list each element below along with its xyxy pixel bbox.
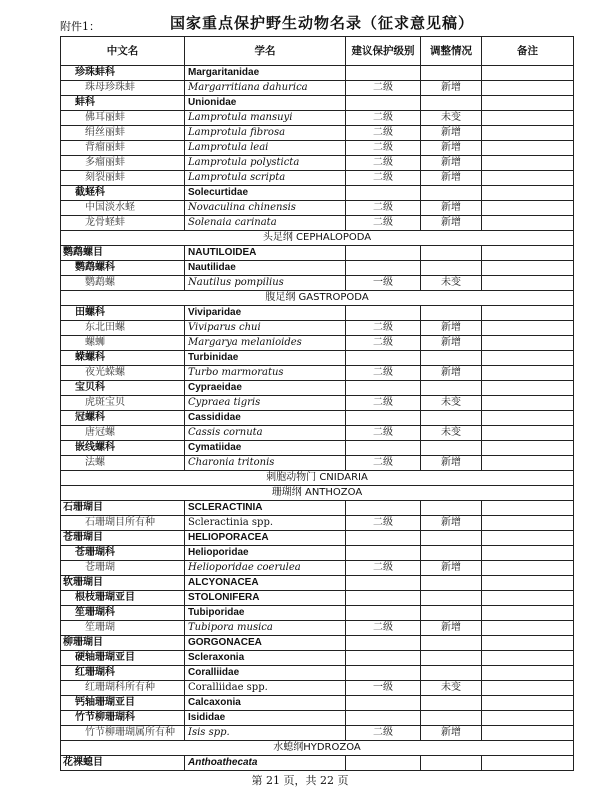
cell-notes [482,351,574,366]
cell-adjustment: 新增 [421,726,482,741]
cell-scientific-name: Coralliidae spp. [185,681,346,696]
cell-protection-level [346,591,421,606]
cell-scientific-name: Scleraxonia [185,651,346,666]
cell-scientific-name: HELIOPORACEA [185,531,346,546]
attachment-label: 附件1： [60,20,100,33]
cell-adjustment: 新增 [421,456,482,471]
cell-notes [482,501,574,516]
family-row [61,441,574,456]
cell-scientific-name: Lamprotula fibrosa [185,126,346,141]
cell-protection-level [346,381,421,396]
cell-protection-level [346,666,421,681]
cell-adjustment: 新增 [421,126,482,141]
cell-chinese-name: 绢丝丽蚌 [61,126,185,141]
cell-scientific-name: Margaritanidae [185,66,346,81]
cell-protection-level: 二级 [346,336,421,351]
cell-adjustment [421,696,482,711]
section-header-row [61,231,574,246]
cell-notes [482,216,574,231]
cell-adjustment [421,636,482,651]
cell-notes [482,246,574,261]
cell-adjustment: 新增 [421,366,482,381]
cell-chinese-name: 截蛏科 [61,186,185,201]
cell-notes [482,111,574,126]
species-row [61,516,574,531]
cell-protection-level [346,246,421,261]
family-row [61,591,574,606]
cell-protection-level: 二级 [346,726,421,741]
cell-protection-level: 二级 [346,216,421,231]
table-header-row [61,37,574,66]
cell-protection-level: 二级 [346,621,421,636]
cell-adjustment: 新增 [421,201,482,216]
cell-chinese-name: 花裸螅目 [61,756,185,771]
cell-protection-level [346,96,421,111]
cell-chinese-name: 笙珊瑚 [61,621,185,636]
cell-scientific-name: ALCYONACEA [185,576,346,591]
cell-scientific-name: Lamprotula mansuyi [185,111,346,126]
cell-notes [482,396,574,411]
cell-protection-level [346,636,421,651]
species-row [61,396,574,411]
cell-adjustment [421,711,482,726]
species-row [61,141,574,156]
species-row [61,201,574,216]
section-title: 腹足纲 GASTROPODA [61,291,574,306]
family-row [61,711,574,726]
cell-notes [482,636,574,651]
cell-adjustment: 新增 [421,321,482,336]
cell-protection-level [346,711,421,726]
section-header-row [61,486,574,501]
cell-adjustment: 新增 [421,336,482,351]
section-title: 珊瑚纲 ANTHOZOA [61,486,574,501]
cell-chinese-name: 冠螺科 [61,411,185,426]
cell-protection-level [346,546,421,561]
cell-chinese-name: 宝贝科 [61,381,185,396]
cell-notes [482,441,574,456]
cell-scientific-name: Tubipora musica [185,621,346,636]
family-row [61,261,574,276]
cell-notes [482,381,574,396]
cell-adjustment [421,546,482,561]
cell-protection-level: 一级 [346,681,421,696]
species-table [60,36,574,771]
cell-chinese-name: 刻裂丽蚌 [61,171,185,186]
cell-adjustment: 新增 [421,561,482,576]
cell-notes [482,456,574,471]
cell-notes [482,261,574,276]
cell-adjustment: 新增 [421,156,482,171]
cell-chinese-name: 夜光蝾螺 [61,366,185,381]
col-header-adjustment: 调整情况 [421,37,482,66]
cell-protection-level: 二级 [346,396,421,411]
cell-protection-level: 二级 [346,366,421,381]
cell-protection-level: 二级 [346,126,421,141]
cell-adjustment: 未变 [421,276,482,291]
cell-protection-level: 二级 [346,81,421,96]
species-row [61,366,574,381]
cell-scientific-name: Unionidae [185,96,346,111]
cell-adjustment: 新增 [421,516,482,531]
cell-notes [482,96,574,111]
cell-protection-level [346,651,421,666]
cell-scientific-name: Novaculina chinensis [185,201,346,216]
cell-scientific-name: Solenaia carinata [185,216,346,231]
cell-protection-level: 二级 [346,141,421,156]
cell-chinese-name: 珍珠蚌科 [61,66,185,81]
cell-scientific-name: Turbo marmoratus [185,366,346,381]
cell-chinese-name: 多瘤丽蚌 [61,156,185,171]
cell-chinese-name: 虎斑宝贝 [61,396,185,411]
cell-adjustment [421,591,482,606]
cell-notes [482,186,574,201]
cell-scientific-name: Viviparus chui [185,321,346,336]
family-row [61,186,574,201]
cell-protection-level: 二级 [346,111,421,126]
cell-adjustment [421,411,482,426]
cell-scientific-name: Cymatiidae [185,441,346,456]
cell-protection-level [346,351,421,366]
order-row [61,531,574,546]
cell-chinese-name: 法螺 [61,456,185,471]
cell-notes [482,66,574,81]
cell-protection-level [346,186,421,201]
col-header-protection-level: 建议保护级别 [346,37,421,66]
cell-notes [482,561,574,576]
cell-chinese-name: 红珊瑚科所有种 [61,681,185,696]
cell-adjustment [421,651,482,666]
cell-scientific-name: Viviparidae [185,306,346,321]
cell-chinese-name: 鹦鹉螺科 [61,261,185,276]
cell-protection-level: 二级 [346,516,421,531]
cell-adjustment [421,186,482,201]
cell-chinese-name: 珠母珍珠蚌 [61,81,185,96]
cell-protection-level [346,441,421,456]
species-row [61,336,574,351]
cell-notes [482,756,574,771]
cell-adjustment [421,501,482,516]
cell-scientific-name: Tubiporidae [185,606,346,621]
cell-scientific-name: GORGONACEA [185,636,346,651]
cell-adjustment [421,381,482,396]
cell-notes [482,606,574,621]
cell-notes [482,81,574,96]
species-row [61,561,574,576]
col-header-scientific-name: 学名 [185,37,346,66]
cell-scientific-name: Helioporidae [185,546,346,561]
cell-adjustment [421,66,482,81]
species-row [61,111,574,126]
cell-adjustment: 未变 [421,396,482,411]
cell-chinese-name: 背瘤丽蚌 [61,141,185,156]
cell-scientific-name: Margarya melanioides [185,336,346,351]
species-row [61,171,574,186]
cell-protection-level [346,576,421,591]
cell-chinese-name: 苍珊瑚 [61,561,185,576]
species-row [61,321,574,336]
cell-adjustment [421,441,482,456]
cell-notes [482,576,574,591]
cell-notes [482,366,574,381]
section-title: 水螅纲HYDROZOA [61,741,574,756]
cell-chinese-name: 螺蛳 [61,336,185,351]
order-row [61,246,574,261]
order-row [61,576,574,591]
family-row [61,411,574,426]
cell-chinese-name: 东北田螺 [61,321,185,336]
page-header [0,0,600,36]
family-row [61,606,574,621]
species-row [61,276,574,291]
cell-protection-level: 二级 [346,321,421,336]
cell-notes [482,726,574,741]
cell-scientific-name: Turbinidae [185,351,346,366]
order-row [61,636,574,651]
cell-protection-level [346,411,421,426]
cell-scientific-name: Margarritiana dahurica [185,81,346,96]
cell-scientific-name: Nautilus pompilius [185,276,346,291]
cell-protection-level [346,306,421,321]
cell-protection-level: 二级 [346,456,421,471]
cell-scientific-name: Cypraeidae [185,381,346,396]
cell-notes [482,141,574,156]
cell-scientific-name: Solecurtidae [185,186,346,201]
section-header-row [61,471,574,486]
table-body [61,66,574,771]
cell-scientific-name: Cassididae [185,411,346,426]
cell-notes [482,531,574,546]
cell-scientific-name: Helioporidae coerulea [185,561,346,576]
cell-adjustment [421,246,482,261]
cell-protection-level: 二级 [346,156,421,171]
cell-chinese-name: 红珊瑚科 [61,666,185,681]
cell-scientific-name: Lamprotula leai [185,141,346,156]
cell-adjustment [421,96,482,111]
species-row [61,156,574,171]
cell-scientific-name: Charonia tritonis [185,456,346,471]
cell-scientific-name: Coralliidae [185,666,346,681]
cell-chinese-name: 石珊瑚目 [61,501,185,516]
cell-scientific-name: Lamprotula scripta [185,171,346,186]
cell-adjustment [421,756,482,771]
family-row [61,66,574,81]
cell-chinese-name: 鹦鹉螺 [61,276,185,291]
species-row [61,621,574,636]
col-header-chinese-name: 中文名 [61,37,185,66]
cell-chinese-name: 硬轴珊瑚亚目 [61,651,185,666]
cell-notes [482,336,574,351]
cell-adjustment: 未变 [421,111,482,126]
cell-notes [482,516,574,531]
cell-chinese-name: 竹节柳珊瑚属所有种 [61,726,185,741]
cell-chinese-name: 嵌线螺科 [61,441,185,456]
cell-protection-level [346,606,421,621]
cell-scientific-name: Nautilidae [185,261,346,276]
cell-chinese-name: 石珊瑚目所有种 [61,516,185,531]
order-row [61,501,574,516]
section-header-row [61,741,574,756]
cell-chinese-name: 佛耳丽蚌 [61,111,185,126]
cell-scientific-name: Calcaxonia [185,696,346,711]
cell-notes [482,426,574,441]
cell-notes [482,696,574,711]
cell-chinese-name: 中国淡水蛏 [61,201,185,216]
family-row [61,546,574,561]
cell-notes [482,171,574,186]
cell-notes [482,411,574,426]
cell-notes [482,711,574,726]
cell-protection-level [346,66,421,81]
cell-protection-level [346,756,421,771]
cell-notes [482,156,574,171]
cell-adjustment: 新增 [421,216,482,231]
species-row [61,216,574,231]
cell-adjustment [421,531,482,546]
cell-scientific-name: Cypraea tigris [185,396,346,411]
order-row [61,756,574,771]
cell-notes [482,126,574,141]
cell-protection-level [346,531,421,546]
family-row [61,306,574,321]
cell-adjustment: 未变 [421,426,482,441]
cell-protection-level [346,261,421,276]
page-number-footer: 第 21 页，共 22 页 [251,774,349,787]
cell-adjustment: 新增 [421,171,482,186]
family-row [61,351,574,366]
cell-chinese-name: 苍珊瑚目 [61,531,185,546]
cell-adjustment [421,261,482,276]
cell-chinese-name: 龙骨蛏蚌 [61,216,185,231]
family-row [61,96,574,111]
page-title: 国家重点保护野生动物名录（征求意见稿） [170,14,475,32]
section-title: 刺胞动物门 CNIDARIA [61,471,574,486]
family-row [61,666,574,681]
cell-notes [482,681,574,696]
species-row [61,456,574,471]
cell-chinese-name: 鹦鹉螺目 [61,246,185,261]
cell-chinese-name: 唐冠螺 [61,426,185,441]
cell-adjustment [421,306,482,321]
cell-notes [482,276,574,291]
cell-chinese-name: 蚌科 [61,96,185,111]
cell-notes [482,591,574,606]
cell-protection-level [346,696,421,711]
cell-scientific-name: Cassis cornuta [185,426,346,441]
cell-notes [482,201,574,216]
cell-chinese-name: 笙珊瑚科 [61,606,185,621]
cell-chinese-name: 竹节柳珊瑚科 [61,711,185,726]
cell-adjustment [421,606,482,621]
cell-chinese-name: 蝾螺科 [61,351,185,366]
cell-protection-level: 一级 [346,276,421,291]
species-row [61,126,574,141]
cell-protection-level [346,501,421,516]
cell-chinese-name: 田螺科 [61,306,185,321]
cell-adjustment: 新增 [421,141,482,156]
family-row [61,381,574,396]
cell-chinese-name: 柳珊瑚目 [61,636,185,651]
cell-scientific-name: NAUTILOIDEA [185,246,346,261]
cell-protection-level: 二级 [346,171,421,186]
cell-notes [482,666,574,681]
cell-notes [482,306,574,321]
cell-scientific-name: Isididae [185,711,346,726]
species-row [61,681,574,696]
cell-scientific-name: Scleractinia spp. [185,516,346,531]
cell-protection-level: 二级 [346,561,421,576]
cell-scientific-name: SCLERACTINIA [185,501,346,516]
species-row [61,426,574,441]
cell-chinese-name: 苍珊瑚科 [61,546,185,561]
section-title: 头足纲 CEPHALOPODA [61,231,574,246]
cell-adjustment [421,351,482,366]
cell-protection-level: 二级 [346,201,421,216]
cell-scientific-name: Lamprotula polysticta [185,156,346,171]
family-row [61,696,574,711]
cell-adjustment [421,576,482,591]
cell-scientific-name: Isis spp. [185,726,346,741]
cell-protection-level: 二级 [346,426,421,441]
cell-adjustment: 新增 [421,81,482,96]
cell-adjustment: 新增 [421,621,482,636]
cell-scientific-name: Anthoathecata [185,756,346,771]
cell-chinese-name: 软珊瑚目 [61,576,185,591]
cell-notes [482,546,574,561]
col-header-notes: 备注 [482,37,574,66]
cell-notes [482,621,574,636]
family-row [61,651,574,666]
section-header-row [61,291,574,306]
cell-notes [482,321,574,336]
cell-scientific-name: STOLONIFERA [185,591,346,606]
species-row [61,726,574,741]
cell-adjustment: 未变 [421,681,482,696]
cell-notes [482,651,574,666]
cell-chinese-name: 根枝珊瑚亚目 [61,591,185,606]
cell-adjustment [421,666,482,681]
cell-chinese-name: 钙轴珊瑚亚目 [61,696,185,711]
species-row [61,81,574,96]
